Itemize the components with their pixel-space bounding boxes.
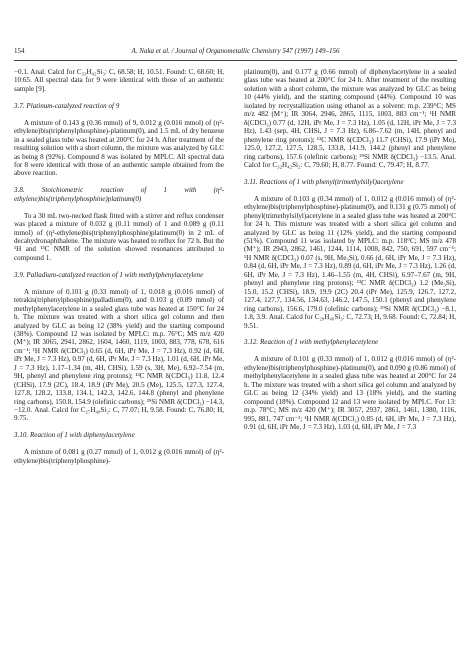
- journal-citation: A. Naka et al. / Journal of Organometallic Chemistry 547 (1997) 149–156: [131, 47, 340, 55]
- right-column: [244, 68, 456, 431]
- left-column: [14, 68, 224, 465]
- running-header: [14, 47, 457, 61]
- section-heading-3-12: 3.12. Reaction of 1 with methylphenylacetylene: [244, 338, 379, 347]
- paragraph-3-11: A mixture of 0.103 g (0.34 mmol) of 1, 0.012 g (0.016 mmol) of (η²-ethylene)bis(triphenylphosphine)-platinum(0), and 0.131 g (0.75 mmol) of phenyl(trimethylsilyl)acetylene in a sealed glass tube was heated at 200°C for 24 h. This mixture was treated with a short silica gel column and analyzed by GLC as being 11 (12% yield), and the starting compound (51%). Compound 11 was isolated by MPLC: m.p. 118°C; MS m/z 478 (M⁺); IR 2943, 2862, 1461, 1244, 1114, 1008, 842, 750, 691, 597 cm⁻¹; ¹H NMR δ(CDCl₃) 0.07 (s, 9H, Me₃Si), 0.66 (d, 6H, iPr Me, J = 7.3 Hz), 0.84 (d, 6H, iPr Me, J = 7.3 Hz), 0.89 (d, 6H, iPr Me, J = 7.3 Hz), 1.26 (d, 6H, iPr Me, J = 7.3 Hz), 1.46–1.55 (m, 4H, CHSi), 6.97–7.67 (m, 9H, phenyl and phenylene ring protons); ¹³C NMR δ(CDCl₃) 1.2 (Me₃Si), 15.0, 15.2 (CHSi), 18.9, 19.9 (2C) 20.4 (iPr Me), 125.9, 126.7, 127.2, 127.4, 127.7, 134.56, 134.63, 146.2, 147.5, 150.1 (phenyl and phenylene ring carbons), 156.6, 179.0 (olefinic carbons); ²⁹Si NMR δ(CDCl₃) −8.1, 1.8, 3.9. Anal. Calcd for C₂₉H₄₆Si₃: C, 72.73; H, 9.68. Found: C, 72.84; H, 9.51.: [244, 194, 456, 330]
- paragraph-3-9: A mixture of 0.101 g (0.33 mmol) of 1, 0.018 g (0.016 mmol) of tetrakis(triphenylphosphine)palladium(0), and 0.103 g (0.89 mmol) of methylphenylacetylene in a sealed glass tube was heated at 150°C for 24 h. The mixture was treated with a short silica gel column and then analyzed by GLC as being 12 (38% yield) and the starting compound (38%). Compound 12 was isolated by MPLC: m.p. 76°C; MS m/z 420 (M⁺); IR 3065, 2941, 2862, 1604, 1460, 1119, 1003, 883, 778, 678, 616 cm⁻¹; ¹H NMR δ(CDCl₃) 0.65 (d, 6H, iPr Me, J = 7.3 Hz), 0.92 (d, 6H, iPr Me, J = 7.3 Hz), 0.97 (d, 6H, iPr Me, J = 7.3 Hz), 1.01 (d, 6H, iPr Me, J = 7.3 Hz), 1.17–1.34 (m, 4H, CHSi), 1.59 (s, 3H, Me), 6.92–7.54 (m, 9H, phenyl and phenylene ring protons); ¹³C NMR δ(CDCl₃) 11.8, 12.4 (CHSi), 17.9 (2C), 18.4, 18.9 (iPr Me), 20.5 (Me), 125.5, 127.3, 127.4, 127.8, 128.2, 133.8, 134.1, 142.3, 142.6, 144.8 (phenyl and phenylene ring carbons), 150.8, 154.9 (olefinic carbons); ²⁹Si NMR δ(CDCl₃) −14.3, −12.0. Anal. Calcd for C₂₇H₄₀Si₂: C, 77.07; H, 9.58. Found: C, 76.80; H, 9.75.: [14, 287, 224, 423]
- continued-paragraph: platinum(0), and 0.177 g (0.66 mmol) of diphenylacetylene in a sealed glass tube was heated at 200°C for 24 h. After treatment of the resulting solution with a short column, the mixture was analyzed by GLC as being 10 (44% yield), and the starting compound (44%). Compound 10 was isolated by recrystallization using ethanol as a solvent: m.p. 239°C; MS m/z 482 (M⁺); IR 3064, 2946, 2865, 1115, 1003, 883 cm⁻¹; ¹H NMR δ(CDCl₃) 0.77 (d, 12H, iPr Me, J = 7.3 Hz), 1.05 (d, 12H, iPr Me, J = 7.3 Hz), 1.43 (sep, 4H, CHSi, J = 7.3 Hz), 6.86–7.62 (m, 14H, phenyl and phenylene ring protons); ¹³C NMR δ(CDCl₃) 11.7 (CHSi), 17.9 (iPr Me), 125.0, 127.2, 127.5, 128.5, 133.8, 141.9, 144.2 (phenyl and phenylene ring carbons), 157.6 (olefinic carbons); ²⁹Si NMR δ(CDCl₃) −13.5. Anal. Calcd for C₃₂H₄₂Si₂: C, 79.60; H, 8.77. Found: C, 79.47; H, 8.77.: [244, 68, 456, 169]
- section-heading-3-7: 3.7. Platinum-catalyzed reaction of 9: [14, 101, 120, 110]
- paragraph-3-10: A mixture of 0.081 g (0.27 mmol) of 1, 0.012 g (0.016 mmol) of (η²-ethylene)bis(triphenylphosphine)-: [14, 448, 224, 465]
- section-heading-3-10: 3.10. Reaction of 1 with diphenylacetylene: [14, 431, 135, 440]
- intro-paragraph: −0.1. Anal. Calcd for C₃₃H₄₂Si₃: C, 68.58; H, 10.51. Found: C, 68.60; H, 10.65. All spectral data for 9 were identical with those of an authentic sample [9].: [14, 68, 224, 93]
- paragraph-3-8: To a 30 mL two-necked flask fitted with a stirrer and reflux condenser was placed a mixture of 0.032 g (0.11 mmol) of 1 and 0.089 g (0.11 mmol) of (η²-ethylene)bis(triphenylphosphine)platinum(0) in 2 mL of decahydronaphthalene. The mixture was heated to reflux for 72 h. But the ¹H and ¹³C NMR of the solution showed resonances attributed to compound 1.: [14, 211, 224, 262]
- section-heading-3-11: 3.11. Reactions of 1 with phenyl(trimethylsilyl)acetylene: [244, 177, 404, 186]
- section-heading-3-9: 3.9. Palladium-catalyzed reaction of 1 with methylphenylacetylene: [14, 270, 204, 279]
- paragraph-3-12: A mixture of 0.101 g (0.33 mmol) of 1, 0.012 g (0.016 mmol) of (η²-ethylene)bis(triphenylphosphine)-platinum(0), and 0.090 g (0.86 mmol) of methylphenylacetylene in a sealed glass tube was heated at 200°C for 24 h. The mixture was treated with a short silica gel column and analyzed by GLC as being 12 (34% yield) and 13 (18% yield), and the starting compound (18%). Compound 12 and 13 were isolated by MPLC. For 13: m.p. 78°C; MS m/z 420 (M⁺); IR 3057, 2937, 2861, 1461, 1380, 1116, 995, 881, 747 cm⁻¹; ¹H NMR δ(CDCl₃) 0.85 (d, 6H, iPr Me, J = 7.3 Hz), 0.91 (d, 6H, iPr Me, J = 7.3 Hz), 1.03 (d, 6H, iPr Me, J = 7.3: [244, 355, 456, 431]
- page-number: 154: [14, 47, 25, 55]
- paragraph-3-7: A mixture of 0.143 g (0.36 mmol) of 9, 0.012 g (0.016 mmol) of (η²-ethylene)bis(triphenylphosphine)-platinum(0), and 1.5 mL of dry benzene in a sealed glass tube was heated at 200°C for 24 h. After treatment of the resulting solution with a short column, the mixture was analyzed by GLC as being 8 (92%). Compound 8 was isolated by MPLC. All spectral data for 8 were identical with those of an authentic sample obtained from the above reaction.: [14, 118, 224, 178]
- section-heading-3-8: 3.8. Stoichiometric reaction of 1 with (η²-ethylene)bis(triphenylphosphine)platinum(0): [14, 186, 224, 203]
- header-rule: [14, 60, 457, 61]
